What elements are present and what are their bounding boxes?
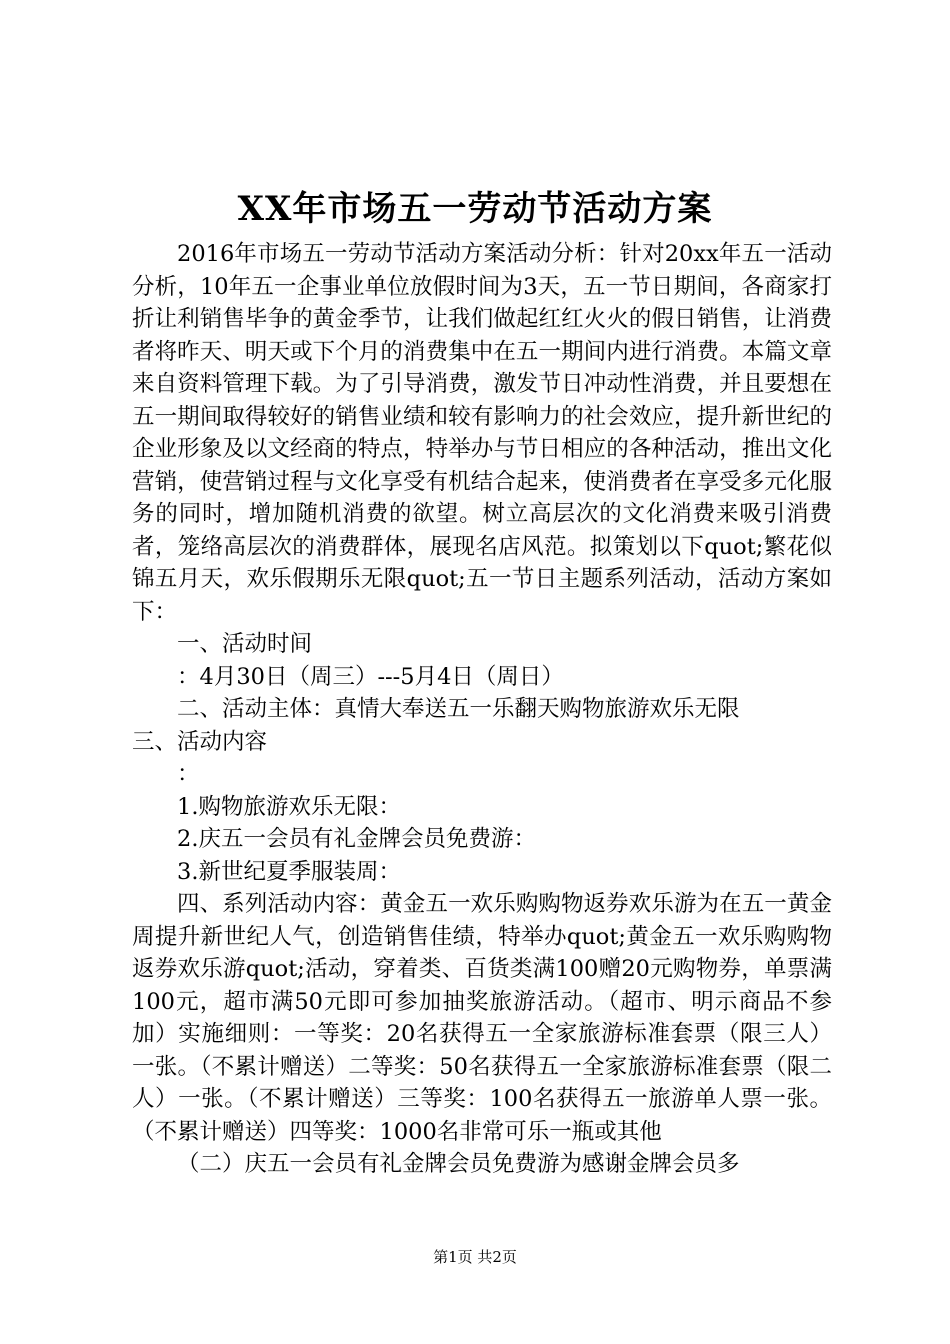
- paragraph-colon: ：: [177, 761, 200, 787]
- paragraph-section-2: 二、活动主体：真情大奉送五一乐翻天购物旅游欢乐无限: [177, 696, 740, 722]
- document-body: [132, 238, 832, 1181]
- paragraph-section-3: 三、活动内容: [132, 728, 268, 755]
- page-footer: 第1页 共2页: [433, 1248, 517, 1266]
- paragraph-activity-time: ：4月30日（周三）---5月4日（周日）: [177, 663, 564, 690]
- paragraph-item-2: 2.庆五一会员有礼金牌会员免费游：: [177, 826, 536, 852]
- paragraph-intro: 2016年市场五一劳动节活动方案活动分析：针对20xx年五一活动分析，10年五一企事业单位放假时间为3天，五一节日期间，各商家打折让利销售毕争的黄金季节，让我们做起红红火火的假日销售，让消费者将昨天、明天或下个月的消费集中在五一期间内进行消费。本篇文章来自资料管理下载。为了引导消费，激发节日冲动性消费，并且要想在五一期间取得较好的销售业绩和较有影响力的社会效应，提升新世纪的企业形象及以文经商的特点，特举办与节日相应的各种活动，推出文化营销，使营销过程与文化享受有机结合起来，使消费者在享受多元化服务的同时，增加随机消费的欲望。树立高层次的文化消费来吸引消费者，笼络高层次的消费群体，展现名店风范。拟策划以下quot;繁花似锦五月天，欢乐假期乐无限quot;五一节日主题系列活动，活动方案如下：: [132, 241, 832, 625]
- paragraph-item-3: 3.新世纪夏季服装周：: [177, 858, 401, 885]
- paragraph-item-1: 1.购物旅游欢乐无限：: [177, 793, 401, 820]
- paragraph-section-4: 四、系列活动内容：黄金五一欢乐购购物返券欢乐游为在五一黄金周提升新世纪人气，创造销售佳绩，特举办quot;黄金五一欢乐购购物返券欢乐游quot;活动，穿着类、百货类满100赠20元购物券，单票满100元，超市满50元即可参加抽奖旅游活动。（超市、明示商品不参加）实施细则：一等奖：20名获得五一全家旅游标准套票（限三人）一张。（不累计赠送）二等奖：50名获得五一全家旅游标准套票（限二人）一张。（不累计赠送）三等奖：100名获得五一旅游单人票一张。（不累计赠送）四等奖：1000名非常可乐一瓶或其他: [132, 891, 832, 1145]
- document-title: XX年市场五一劳动节活动方案: [237, 189, 713, 229]
- paragraph-subsection-2: （二）庆五一会员有礼金牌会员免费游为感谢金牌会员多: [177, 1151, 740, 1177]
- paragraph-section-1: 一、活动时间: [177, 631, 313, 657]
